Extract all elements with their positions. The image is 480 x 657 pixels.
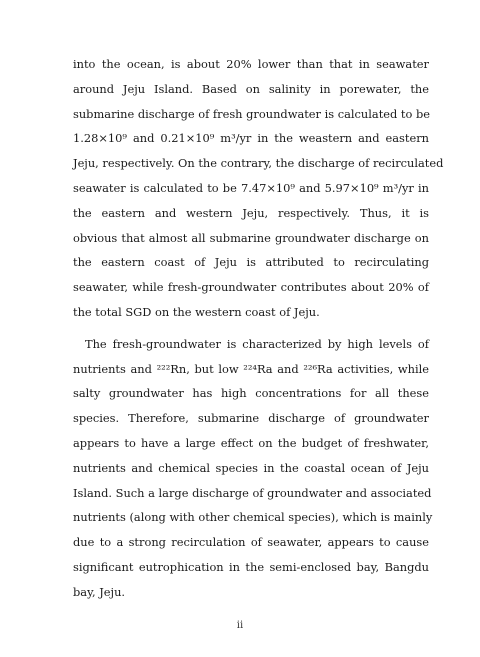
text-line: around Jeju Island. Based on salinity in porewater, the <box>73 81 429 96</box>
text-line: Jeju, respectively. On the contrary, the discharge of recirculated <box>73 156 444 171</box>
text-line: appears to have a large effect on the budget of freshwater, <box>73 435 429 450</box>
text-line: obvious that almost all submarine groundwater discharge on <box>73 230 429 245</box>
text-line: significant eutrophication in the semi-enclosed bay, Bangdu <box>73 559 429 574</box>
text-line: salty groundwater has high concentrations for all these <box>73 386 429 401</box>
text-line: nutrients and ²²²Rn, but low ²²⁴Ra and ²²⁶Ra activities, while <box>73 361 429 376</box>
text-line: The fresh-groundwater is characterized by high levels of <box>85 336 429 351</box>
text-line: Island. Such a large discharge of groundwater and associated <box>73 485 432 500</box>
text-line: nutrients and chemical species in the coastal ocean of Jeju <box>73 460 429 475</box>
text-line: the total SGD on the western coast of Jeju. <box>73 304 320 319</box>
text-line: submarine discharge of fresh groundwater is calculated to be <box>73 106 431 121</box>
text-line: seawater is calculated to be 7.47×10⁹ and 5.97×10⁹ m³/yr in <box>73 180 429 195</box>
text-line: nutrients (along with other chemical species), which is mainly <box>73 510 433 525</box>
paragraph-1 <box>73 52 444 325</box>
paragraph-2 <box>73 332 433 605</box>
document-body <box>73 52 444 605</box>
page-number: ii <box>236 620 244 631</box>
text-line: the eastern and western Jeju, respectively. Thus, it is <box>73 205 429 220</box>
text-line: into the ocean, is about 20% lower than that in seawater <box>73 57 429 71</box>
text-line: species. Therefore, submarine discharge of groundwater <box>73 411 429 426</box>
text-line: bay, Jeju. <box>73 584 126 599</box>
text-line: seawater, while fresh-groundwater contributes about 20% of <box>73 280 429 295</box>
text-line: the eastern coast of Jeju is attributed to recirculating <box>73 255 429 270</box>
text-line: due to a strong recirculation of seawater, appears to cause <box>73 535 429 550</box>
text-line: 1.28×10⁹ and 0.21×10⁹ m³/yr in the weastern and eastern <box>73 131 429 146</box>
